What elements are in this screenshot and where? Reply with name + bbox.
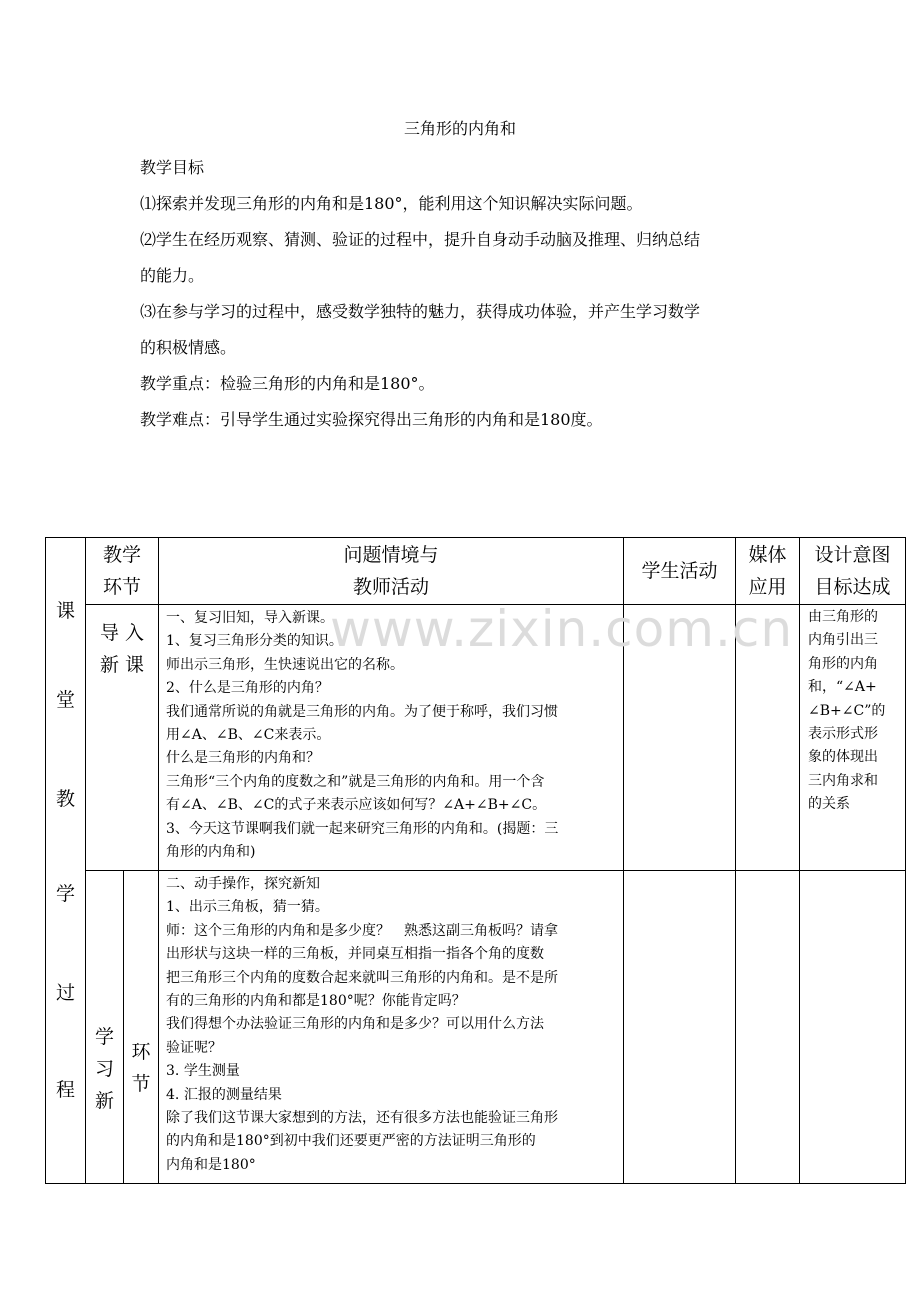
explore-design-intent bbox=[800, 871, 906, 1184]
header-media: 媒体 应用 bbox=[736, 538, 800, 605]
stage-intro: 导 入 新 课 bbox=[86, 605, 159, 871]
process-side-label: 课 堂 教 学 过 程 bbox=[46, 538, 86, 1184]
explore-media bbox=[736, 871, 800, 1184]
objective-2-line2: 的能力。 bbox=[140, 266, 205, 285]
stage-learn-new: 学 习 新 bbox=[86, 871, 124, 1184]
watermark: www.zixin.com.cn bbox=[330, 600, 794, 658]
intro-teacher-activity: 一、复习旧知，导入新课。 1、复习三角形分类的知识。 师出示三角形，生快速说出它的名称。 2、什么是三角形的内角？ 我们通常所说的角就是三角形的内角。为了便于称呼，我们习惯 用∠A、∠B、∠C来表示。 什么是三角形的内角和？ 三角形“三个内角的度数之和”就是三角形的内角和。用一个含 有∠A、∠B、∠C的式子来表示应该如何写？∠A+∠B+∠C。 3、今天这节课啊我们就一起来研究三角形的内角和。(揭题：三 角形的内角和) bbox=[159, 605, 624, 871]
header-stage: 教学 环节 bbox=[86, 538, 159, 605]
header-design: 设计意图 目标达成 bbox=[800, 538, 906, 605]
header-student: 学生活动 bbox=[624, 538, 736, 605]
objective-3-line1: ⑶在参与学习的过程中，感受数学独特的魅力，获得成功体验，并产生学习数学 bbox=[140, 302, 701, 321]
objective-1: ⑴探索并发现三角形的内角和是180°，能利用这个知识解决实际问题。 bbox=[140, 194, 643, 213]
objective-2-line1: ⑵学生在经历观察、猜测、验证的过程中，提升自身动手动脑及推理、归纳总结 bbox=[140, 230, 701, 249]
intro-design-intent: 由三角形的 内角引出三 角形的内角 和，“∠A+ ∠B+∠C”的 表示形式形 象的体现出 三内角求和 的关系 bbox=[800, 605, 906, 871]
difficulty: 教学难点：引导学生通过实验探究得出三角形的内角和是180度。 bbox=[140, 410, 603, 429]
explore-teacher-activity: 二、动手操作，探究新知 1、出示三角板，猜一猜。 师：这个三角形的内角和是多少度？ 熟悉这副三角板吗？请拿 出形状与这块一样的三角板，并同桌互相指一指各个角的度数 把三角形三个内角的度数合起来就叫三角形的内角和。是不是所 有的三角形的内角和都是180°呢？你能肯定吗？ 我们得想个办法验证三角形的内角和是多少？可以用什么方法 验证呢？ 3. 学生测量 4. 汇报的测量结果 除了我们这节课大家想到的方法，还有很多方法也能验证三角形 的内角和是180°到初中我们还要更严密的方法证明三角形的 内角和是180° bbox=[159, 871, 624, 1184]
objective-3-line2: 的积极情感。 bbox=[140, 338, 237, 357]
objectives-heading: 教学目标 bbox=[140, 158, 205, 177]
header-problem: 问题情境与 教师活动 bbox=[159, 538, 624, 605]
explore-student-activity bbox=[624, 871, 736, 1184]
doc-title: 三角形的内角和 bbox=[403, 119, 516, 138]
stage-section: 环 节 bbox=[124, 871, 159, 1184]
key-point: 教学重点：检验三角形的内角和是180°。 bbox=[140, 374, 435, 393]
